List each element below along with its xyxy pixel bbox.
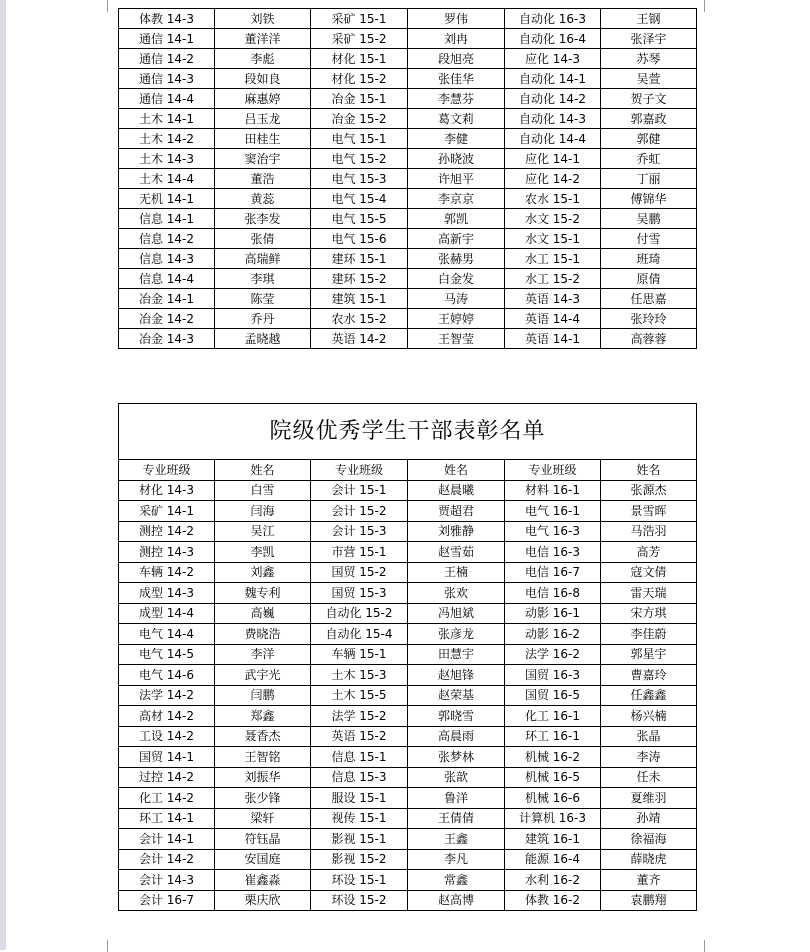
student-name-cell: 曹嘉玲: [601, 665, 697, 686]
class-cell: 测控 14-2: [119, 521, 215, 542]
class-cell: 环工 14-1: [119, 808, 215, 829]
class-cell: 冶金 14-2: [119, 309, 215, 329]
class-cell: 土木 14-3: [119, 149, 215, 169]
student-name-cell: 高晨雨: [408, 726, 505, 747]
student-name-cell: 麻惠婷: [215, 89, 311, 109]
student-name-cell: 赵荣基: [408, 685, 505, 706]
table-row: [119, 603, 697, 624]
student-name-cell: 高芳: [601, 542, 697, 563]
class-cell: 电信 16-3: [505, 542, 601, 563]
table-row: [119, 890, 697, 911]
student-name-cell: 梁轩: [215, 808, 311, 829]
class-cell: 机械 16-2: [505, 747, 601, 768]
student-name-cell: 闫海: [215, 501, 311, 522]
table-row: [119, 269, 697, 289]
student-name-cell: 窦治宇: [215, 149, 311, 169]
student-name-cell: 李琪: [215, 269, 311, 289]
class-cell: 信息 14-1: [119, 209, 215, 229]
class-cell: 机械 16-5: [505, 767, 601, 788]
student-name-cell: 闫鹏: [215, 685, 311, 706]
table-row: [119, 480, 697, 501]
student-name-cell: 张倩: [215, 229, 311, 249]
student-name-cell: 赵雪茹: [408, 542, 505, 563]
table-row: [119, 706, 697, 727]
student-name-cell: 段旭亮: [408, 49, 505, 69]
student-name-cell: 王智莹: [408, 329, 505, 349]
class-cell: 服设 15-1: [311, 788, 408, 809]
class-cell: 能源 16-4: [505, 849, 601, 870]
class-cell: 土木 14-4: [119, 169, 215, 189]
class-cell: 体教 16-2: [505, 890, 601, 911]
class-cell: 英语 14-4: [505, 309, 601, 329]
class-cell: 土木 14-2: [119, 129, 215, 149]
class-cell: 英语 15-2: [311, 726, 408, 747]
table-row: [119, 501, 697, 522]
student-name-cell: 郑鑫: [215, 706, 311, 727]
student-name-cell: 郭健: [601, 129, 697, 149]
student-name-cell: 魏专利: [215, 583, 311, 604]
student-name-cell: 张晶: [601, 726, 697, 747]
student-name-cell: 李凯: [215, 542, 311, 563]
student-name-cell: 苏琴: [601, 49, 697, 69]
class-cell: 会计 16-7: [119, 890, 215, 911]
class-cell: 冶金 15-2: [311, 109, 408, 129]
class-cell: 国贸 14-1: [119, 747, 215, 768]
class-cell: 动影 16-1: [505, 603, 601, 624]
class-cell: 电气 14-6: [119, 665, 215, 686]
student-name-cell: 张佳华: [408, 69, 505, 89]
cadre-list-table-continued: [118, 8, 697, 349]
class-cell: 材化 15-2: [311, 69, 408, 89]
student-name-cell: 李彪: [215, 49, 311, 69]
class-cell: 农水 15-2: [311, 309, 408, 329]
class-cell: 电气 14-5: [119, 644, 215, 665]
class-cell: 环设 15-1: [311, 870, 408, 891]
class-cell: 采矿 15-1: [311, 9, 408, 29]
student-name-cell: 白雪: [215, 480, 311, 501]
table-row: [119, 849, 697, 870]
student-name-cell: 贾超君: [408, 501, 505, 522]
class-cell: 材化 14-3: [119, 480, 215, 501]
class-cell: 水利 16-2: [505, 870, 601, 891]
student-name-cell: 费晓浩: [215, 624, 311, 645]
student-name-cell: 赵高博: [408, 890, 505, 911]
class-cell: 电气 15-3: [311, 169, 408, 189]
student-name-cell: 田慧宇: [408, 644, 505, 665]
class-cell: 通信 14-3: [119, 69, 215, 89]
student-name-cell: 赵旭锋: [408, 665, 505, 686]
student-name-cell: 罗伟: [408, 9, 505, 29]
student-name-cell: 孟晓越: [215, 329, 311, 349]
class-cell: 应化 14-3: [505, 49, 601, 69]
table-row: [119, 229, 697, 249]
table-title: 院级优秀学生干部表彰名单: [119, 404, 697, 460]
class-cell: 土木 14-1: [119, 109, 215, 129]
student-name-cell: 宋方琪: [601, 603, 697, 624]
student-name-cell: 陈莹: [215, 289, 311, 309]
table-row: [119, 289, 697, 309]
class-cell: 会计 15-3: [311, 521, 408, 542]
table-row: [119, 542, 697, 563]
class-cell: 土木 15-3: [311, 665, 408, 686]
student-name-cell: 郭凯: [408, 209, 505, 229]
table-row: [119, 249, 697, 269]
student-name-cell: 景雪晖: [601, 501, 697, 522]
student-name-cell: 聂香杰: [215, 726, 311, 747]
student-name-cell: 常鑫: [408, 870, 505, 891]
student-name-cell: 武宇光: [215, 665, 311, 686]
student-name-cell: 张歆: [408, 767, 505, 788]
student-name-cell: 高巍: [215, 603, 311, 624]
student-name-cell: 郭星宇: [601, 644, 697, 665]
class-cell: 信息 15-1: [311, 747, 408, 768]
student-name-cell: 寇文倩: [601, 562, 697, 583]
student-name-cell: 崔鑫淼: [215, 870, 311, 891]
student-name-cell: 王智铭: [215, 747, 311, 768]
column-header: 专业班级: [311, 460, 408, 481]
student-name-cell: 刘铁: [215, 9, 311, 29]
table-row: [119, 829, 697, 850]
column-header: 专业班级: [505, 460, 601, 481]
student-name-cell: 郭嘉政: [601, 109, 697, 129]
class-cell: 通信 14-1: [119, 29, 215, 49]
class-cell: 自动化 14-2: [505, 89, 601, 109]
student-name-cell: 白金发: [408, 269, 505, 289]
class-cell: 会计 14-3: [119, 870, 215, 891]
table-row: [119, 870, 697, 891]
table-row: [119, 329, 697, 349]
page-corner-mark-top-left: [95, 0, 108, 12]
student-name-cell: 吴萱: [601, 69, 697, 89]
class-cell: 冶金 14-3: [119, 329, 215, 349]
student-name-cell: 贺子文: [601, 89, 697, 109]
student-name-cell: 付雪: [601, 229, 697, 249]
class-cell: 建筑 15-1: [311, 289, 408, 309]
student-name-cell: 葛文莉: [408, 109, 505, 129]
table-row: [119, 69, 697, 89]
class-cell: 电气 16-1: [505, 501, 601, 522]
class-cell: 法学 14-2: [119, 685, 215, 706]
class-cell: 电信 16-8: [505, 583, 601, 604]
student-name-cell: 张少锋: [215, 788, 311, 809]
class-cell: 电气 15-2: [311, 149, 408, 169]
class-cell: 通信 14-4: [119, 89, 215, 109]
class-cell: 电气 15-1: [311, 129, 408, 149]
student-name-cell: 张泽宇: [601, 29, 697, 49]
student-name-cell: 李健: [408, 129, 505, 149]
class-cell: 农水 15-1: [505, 189, 601, 209]
student-name-cell: 张玲玲: [601, 309, 697, 329]
table-row: [119, 29, 697, 49]
class-cell: 化工 14-2: [119, 788, 215, 809]
student-name-cell: 张彦龙: [408, 624, 505, 645]
class-cell: 水文 15-2: [505, 209, 601, 229]
class-cell: 水文 15-1: [505, 229, 601, 249]
class-cell: 自动化 14-4: [505, 129, 601, 149]
student-name-cell: 孙靖: [601, 808, 697, 829]
student-name-cell: 段如良: [215, 69, 311, 89]
class-cell: 成型 14-3: [119, 583, 215, 604]
class-cell: 建筑 16-1: [505, 829, 601, 850]
student-name-cell: 马涛: [408, 289, 505, 309]
column-header: 姓名: [408, 460, 505, 481]
class-cell: 法学 16-2: [505, 644, 601, 665]
student-name-cell: 袁鹏翔: [601, 890, 697, 911]
table-row: [119, 209, 697, 229]
table-row: [119, 644, 697, 665]
column-header: 姓名: [215, 460, 311, 481]
class-cell: 国贸 16-3: [505, 665, 601, 686]
class-cell: 法学 15-2: [311, 706, 408, 727]
class-cell: 建环 15-2: [311, 269, 408, 289]
table-row: [119, 149, 697, 169]
table-row: [119, 189, 697, 209]
class-cell: 电气 15-6: [311, 229, 408, 249]
table-row: [119, 521, 697, 542]
table-row: [119, 89, 697, 109]
student-name-cell: 吕玉龙: [215, 109, 311, 129]
class-cell: 测控 14-3: [119, 542, 215, 563]
student-name-cell: 黄蕊: [215, 189, 311, 209]
student-name-cell: 雷天瑞: [601, 583, 697, 604]
table-row: [119, 685, 697, 706]
student-name-cell: 任鑫鑫: [601, 685, 697, 706]
class-cell: 信息 14-2: [119, 229, 215, 249]
class-cell: 自动化 15-2: [311, 603, 408, 624]
class-cell: 冶金 14-1: [119, 289, 215, 309]
class-cell: 应化 14-2: [505, 169, 601, 189]
class-cell: 会计 15-2: [311, 501, 408, 522]
student-name-cell: 董齐: [601, 870, 697, 891]
student-name-cell: 任思嘉: [601, 289, 697, 309]
student-name-cell: 刘振华: [215, 767, 311, 788]
student-name-cell: 许旭平: [408, 169, 505, 189]
class-cell: 计算机 16-3: [505, 808, 601, 829]
class-cell: 自动化 16-3: [505, 9, 601, 29]
student-name-cell: 冯旭斌: [408, 603, 505, 624]
class-cell: 会计 14-2: [119, 849, 215, 870]
class-cell: 冶金 15-1: [311, 89, 408, 109]
class-cell: 化工 16-1: [505, 706, 601, 727]
student-name-cell: 李凡: [408, 849, 505, 870]
table-row: [119, 747, 697, 768]
class-cell: 成型 14-4: [119, 603, 215, 624]
student-name-cell: 鲁洋: [408, 788, 505, 809]
student-name-cell: 傅锦华: [601, 189, 697, 209]
class-cell: 自动化 16-4: [505, 29, 601, 49]
student-name-cell: 王婷婷: [408, 309, 505, 329]
table-row: [119, 129, 697, 149]
class-cell: 高材 14-2: [119, 706, 215, 727]
page-corner-mark-bottom-left: [95, 940, 108, 952]
student-name-cell: 王鑫: [408, 829, 505, 850]
table-row: [119, 309, 697, 329]
student-name-cell: 符钰晶: [215, 829, 311, 850]
class-cell: 电信 16-7: [505, 562, 601, 583]
student-name-cell: 张梦林: [408, 747, 505, 768]
column-header: 专业班级: [119, 460, 215, 481]
student-name-cell: 田桂生: [215, 129, 311, 149]
student-name-cell: 李洋: [215, 644, 311, 665]
class-cell: 车辆 15-1: [311, 644, 408, 665]
student-name-cell: 原倩: [601, 269, 697, 289]
student-name-cell: 张赫男: [408, 249, 505, 269]
student-name-cell: 任未: [601, 767, 697, 788]
student-name-cell: 栗庆欣: [215, 890, 311, 911]
student-name-cell: 高新宇: [408, 229, 505, 249]
class-cell: 自动化 14-1: [505, 69, 601, 89]
class-cell: 体教 14-3: [119, 9, 215, 29]
class-cell: 国贸 16-5: [505, 685, 601, 706]
class-cell: 应化 14-1: [505, 149, 601, 169]
page-corner-mark-top-right: [704, 0, 717, 12]
table-row: [119, 767, 697, 788]
student-name-cell: 郭晓雪: [408, 706, 505, 727]
student-name-cell: 高蓉蓉: [601, 329, 697, 349]
class-cell: 材化 15-1: [311, 49, 408, 69]
class-cell: 视传 15-1: [311, 808, 408, 829]
student-name-cell: 吴江: [215, 521, 311, 542]
student-name-cell: 刘冉: [408, 29, 505, 49]
class-cell: 水工 15-1: [505, 249, 601, 269]
student-name-cell: 薛晓虎: [601, 849, 697, 870]
class-cell: 自动化 14-3: [505, 109, 601, 129]
outstanding-cadre-award-table: [118, 403, 697, 911]
table-row: [119, 808, 697, 829]
student-name-cell: 董浩: [215, 169, 311, 189]
class-cell: 车辆 14-2: [119, 562, 215, 583]
table-row: [119, 49, 697, 69]
table-row: [119, 169, 697, 189]
student-name-cell: 董洋洋: [215, 29, 311, 49]
class-cell: 影视 15-2: [311, 849, 408, 870]
student-name-cell: 刘雅静: [408, 521, 505, 542]
class-cell: 影视 15-1: [311, 829, 408, 850]
student-name-cell: 王钢: [601, 9, 697, 29]
table-row: [119, 583, 697, 604]
table-row: [119, 788, 697, 809]
student-name-cell: 李慧芬: [408, 89, 505, 109]
class-cell: 无机 14-1: [119, 189, 215, 209]
class-cell: 国贸 15-2: [311, 562, 408, 583]
class-cell: 信息 15-3: [311, 767, 408, 788]
class-cell: 信息 14-4: [119, 269, 215, 289]
page-corner-mark-bottom-right: [704, 940, 717, 952]
student-name-cell: 马浩羽: [601, 521, 697, 542]
student-name-cell: 李京京: [408, 189, 505, 209]
student-name-cell: 赵晨曦: [408, 480, 505, 501]
student-name-cell: 夏维羽: [601, 788, 697, 809]
class-cell: 采矿 15-2: [311, 29, 408, 49]
table-row: [119, 726, 697, 747]
class-cell: 电气 14-4: [119, 624, 215, 645]
student-name-cell: 乔丹: [215, 309, 311, 329]
class-cell: 动影 16-2: [505, 624, 601, 645]
class-cell: 机械 16-6: [505, 788, 601, 809]
class-cell: 环设 15-2: [311, 890, 408, 911]
student-name-cell: 丁丽: [601, 169, 697, 189]
student-name-cell: 徐福海: [601, 829, 697, 850]
table-row: [119, 665, 697, 686]
table-row: [119, 562, 697, 583]
student-name-cell: 张李发: [215, 209, 311, 229]
student-name-cell: 李涛: [601, 747, 697, 768]
class-cell: 材料 16-1: [505, 480, 601, 501]
class-cell: 英语 14-2: [311, 329, 408, 349]
student-name-cell: 乔虹: [601, 149, 697, 169]
class-cell: 工设 14-2: [119, 726, 215, 747]
student-name-cell: 高瑞鲜: [215, 249, 311, 269]
student-name-cell: 安国庭: [215, 849, 311, 870]
class-cell: 自动化 15-4: [311, 624, 408, 645]
class-cell: 会计 14-1: [119, 829, 215, 850]
table-header-row: [119, 460, 697, 481]
class-cell: 国贸 15-3: [311, 583, 408, 604]
student-name-cell: 孙晓波: [408, 149, 505, 169]
student-name-cell: 王倩倩: [408, 808, 505, 829]
class-cell: 信息 14-3: [119, 249, 215, 269]
class-cell: 过控 14-2: [119, 767, 215, 788]
class-cell: 水工 15-2: [505, 269, 601, 289]
class-cell: 英语 14-3: [505, 289, 601, 309]
student-name-cell: 刘鑫: [215, 562, 311, 583]
student-name-cell: 张源杰: [601, 480, 697, 501]
student-name-cell: 王楠: [408, 562, 505, 583]
class-cell: 英语 14-1: [505, 329, 601, 349]
class-cell: 环工 16-1: [505, 726, 601, 747]
class-cell: 会计 15-1: [311, 480, 408, 501]
student-name-cell: 班琦: [601, 249, 697, 269]
class-cell: 市营 15-1: [311, 542, 408, 563]
column-header: 姓名: [601, 460, 697, 481]
table-row: [119, 9, 697, 29]
table-row: [119, 624, 697, 645]
table-row: [119, 109, 697, 129]
class-cell: 采矿 14-1: [119, 501, 215, 522]
class-cell: 建环 15-1: [311, 249, 408, 269]
class-cell: 通信 14-2: [119, 49, 215, 69]
class-cell: 土木 15-5: [311, 685, 408, 706]
class-cell: 电气 15-4: [311, 189, 408, 209]
student-name-cell: 吴鹏: [601, 209, 697, 229]
window-left-edge: [0, 0, 6, 950]
student-name-cell: 张欢: [408, 583, 505, 604]
student-name-cell: 李佳蔚: [601, 624, 697, 645]
class-cell: 电气 15-5: [311, 209, 408, 229]
class-cell: 电气 16-3: [505, 521, 601, 542]
student-name-cell: 杨兴楠: [601, 706, 697, 727]
